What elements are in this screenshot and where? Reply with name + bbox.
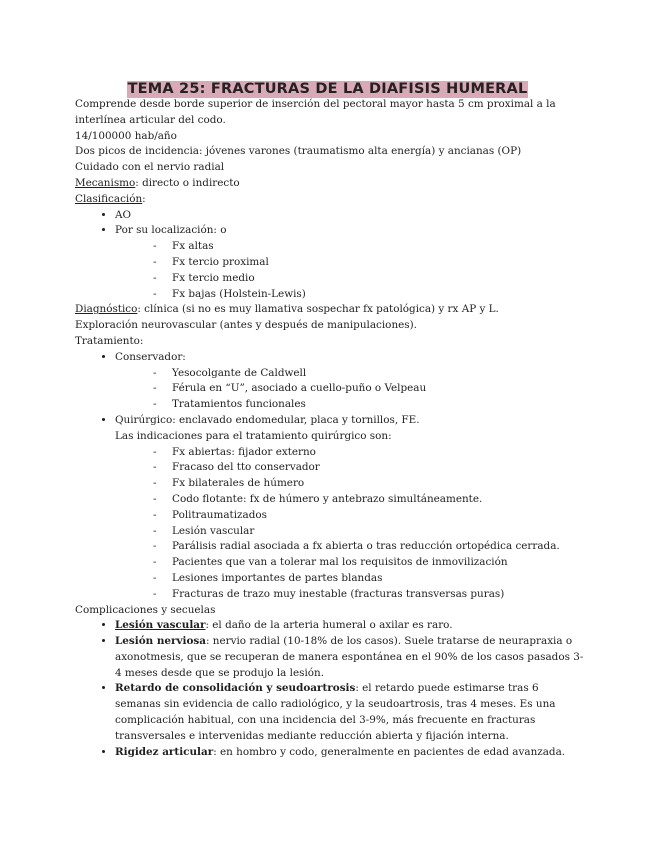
classification-label: Clasificación — [75, 192, 143, 205]
list-item — [115, 745, 585, 761]
location-label: Por su localización: o — [115, 224, 227, 237]
list-item: - Politraumatizados — [153, 508, 585, 524]
list-item: - Fracturas de trazo muy inestable (fracturas transversas puras) — [153, 587, 585, 603]
treatment-list — [75, 350, 585, 603]
list-item: - Codo flotante: fx de húmero y antebrazo simultáneamente. — [153, 492, 585, 508]
document-body — [75, 97, 585, 760]
diagnosis-line — [75, 302, 585, 318]
list-item: - Lesiones importantes de partes blandas — [153, 571, 585, 587]
peaks-line: Dos picos de incidencia: jóvenes varones (traumatismo alta energía) y ancianas (OP) — [75, 145, 522, 158]
classification-list — [75, 208, 585, 303]
list-item: - Fracaso del tto conservador — [153, 460, 585, 476]
list-item: - Fx tercio medio — [153, 271, 585, 287]
complication-text: : el retardo puede estimarse tras 6 semanas sin evidencia de callo radiológico, y la seudoartrosis, tras 4 meses. Es una complicación habitual, con una incidencia del 3-9%, más frecuente en fracturas transversales e intervenidas mediante reducción abierta y fijación interna. — [115, 682, 556, 742]
surgical-sublist — [115, 445, 585, 603]
classification-suffix: : — [142, 192, 146, 205]
list-item: - Férula en “U”, asociado a cuello-puño o Velpeau — [153, 381, 585, 397]
list-item — [115, 223, 585, 302]
complication-term: Rigidez articular — [115, 745, 214, 758]
list-item: - Fx bajas (Holstein-Lewis) — [153, 287, 585, 303]
list-item: - Yesocolgante de Caldwell — [153, 366, 585, 382]
list-item — [115, 634, 585, 681]
list-item: - Fx bilaterales de húmero — [153, 476, 585, 492]
mechanism-text: : directo o indirecto — [135, 176, 240, 189]
complication-term: Lesión nerviosa — [115, 635, 206, 648]
nerve-care-line: Cuidado con el nervio radial — [75, 161, 225, 174]
list-item: - Parálisis radial asociada a fx abierta o tras reducción ortopédica cerrada. — [153, 539, 585, 555]
complications-label: Complicaciones y secuelas — [75, 603, 216, 616]
incidence-line: 14/100000 hab/año — [75, 129, 177, 142]
exploration-line: Exploración neurovascular (antes y después de manipulaciones). — [75, 319, 417, 332]
list-item — [115, 618, 585, 634]
complication-term: Retardo de consolidación y seudoartrosis — [115, 682, 356, 695]
diagnosis-label: Diagnóstico — [75, 303, 138, 316]
diagnosis-text: : clínica (si no es muy llamativa sospechar fx patológica) y rx AP y L. — [137, 303, 499, 316]
list-item: - Fx abiertas: fijador externo — [153, 445, 585, 461]
list-item — [115, 350, 585, 413]
list-item: - Fx altas — [153, 239, 585, 255]
conservative-sublist — [115, 366, 585, 413]
complication-text: : el daño de la arteria humeral o axilar es raro. — [205, 619, 453, 632]
list-item: • AO — [115, 208, 585, 224]
mechanism-line — [75, 176, 585, 192]
page-title: TEMA 25: FRACTURAS DE LA DIAFISIS HUMERAL — [127, 81, 528, 97]
list-item: - Tratamientos funcionales — [153, 397, 585, 413]
complication-text: : nervio radial (10-18% de los casos). Suele tratarse de neurapraxia o axonotmesis, que se recuperan de manera espontánea en el 90% de los casos pasados 3-4 meses desde que se produjo la lesión. — [115, 635, 584, 679]
surgical-intro: Las indicaciones para el tratamiento quirúrgico son: — [115, 429, 392, 442]
treatment-label: Tratamiento: — [75, 334, 144, 347]
mechanism-label: Mecanismo — [75, 176, 136, 189]
surgical-label: Quirúrgico: enclavado endomedular, placa y tornillos, FE. — [115, 413, 420, 426]
list-item — [115, 413, 585, 603]
list-item — [115, 681, 585, 744]
location-sublist — [115, 239, 585, 302]
classification-line — [75, 192, 585, 208]
list-item: - Pacientes que van a tolerar mal los requisitos de inmovilización — [153, 555, 585, 571]
complications-list — [75, 618, 585, 760]
conservative-label: Conservador: — [115, 350, 186, 363]
intro-paragraph: Comprende desde borde superior de inserción del pectoral mayor hasta 5 cm proximal a la interlínea articular del codo. — [75, 98, 556, 126]
complication-text: : en hombro y codo, generalmente en pacientes de edad avanzada. — [213, 745, 566, 758]
title-wrap — [0, 78, 655, 98]
list-item: - Lesión vascular — [153, 524, 585, 540]
complication-term: Lesión vascular — [115, 619, 206, 632]
list-item: - Fx tercio proximal — [153, 255, 585, 271]
